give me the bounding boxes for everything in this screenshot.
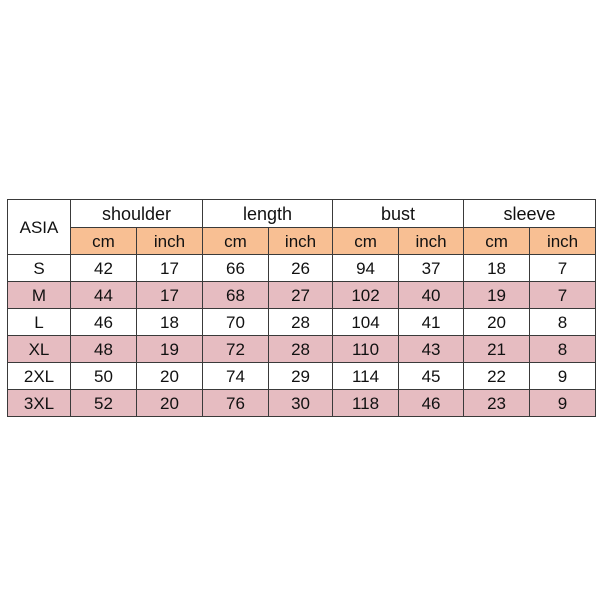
measurement-cell: 9 <box>530 390 596 417</box>
measurement-cell: 44 <box>71 282 137 309</box>
measurement-cell: 104 <box>333 309 399 336</box>
unit-inch: inch <box>269 228 333 255</box>
unit-row <box>8 228 596 255</box>
size-row <box>8 282 596 309</box>
unit-cm: cm <box>203 228 269 255</box>
measurement-cell: 22 <box>464 363 530 390</box>
measurement-cell: 26 <box>269 255 333 282</box>
measurement-cell: 94 <box>333 255 399 282</box>
size-row <box>8 390 596 417</box>
size-row <box>8 363 596 390</box>
measurement-cell: 19 <box>464 282 530 309</box>
region-label: ASIA <box>8 200 71 255</box>
size-label: S <box>8 255 71 282</box>
size-chart-body <box>8 200 596 417</box>
measurement-cell: 20 <box>137 363 203 390</box>
measurement-cell: 20 <box>137 390 203 417</box>
measurement-cell: 8 <box>530 336 596 363</box>
group-label-shoulder: shoulder <box>71 200 203 228</box>
measurement-cell: 52 <box>71 390 137 417</box>
measurement-cell: 17 <box>137 255 203 282</box>
measurement-cell: 114 <box>333 363 399 390</box>
group-label-bust: bust <box>333 200 464 228</box>
size-label: 3XL <box>8 390 71 417</box>
measurement-cell: 17 <box>137 282 203 309</box>
measurement-cell: 23 <box>464 390 530 417</box>
measurement-cell: 68 <box>203 282 269 309</box>
measurement-cell: 118 <box>333 390 399 417</box>
size-row <box>8 309 596 336</box>
measurement-cell: 28 <box>269 309 333 336</box>
measurement-cell: 76 <box>203 390 269 417</box>
measurement-cell: 27 <box>269 282 333 309</box>
measurement-cell: 9 <box>530 363 596 390</box>
group-label-length: length <box>203 200 333 228</box>
size-chart-table <box>7 199 596 417</box>
measurement-cell: 46 <box>399 390 464 417</box>
size-row <box>8 255 596 282</box>
measurement-cell: 41 <box>399 309 464 336</box>
measurement-cell: 18 <box>464 255 530 282</box>
unit-cm: cm <box>464 228 530 255</box>
measurement-cell: 7 <box>530 282 596 309</box>
measurement-cell: 37 <box>399 255 464 282</box>
size-label: M <box>8 282 71 309</box>
measurement-cell: 19 <box>137 336 203 363</box>
measurement-cell: 72 <box>203 336 269 363</box>
measurement-cell: 29 <box>269 363 333 390</box>
unit-inch: inch <box>530 228 596 255</box>
measurement-cell: 28 <box>269 336 333 363</box>
measurement-cell: 50 <box>71 363 137 390</box>
measurement-cell: 102 <box>333 282 399 309</box>
measurement-cell: 8 <box>530 309 596 336</box>
measurement-cell: 40 <box>399 282 464 309</box>
size-label: XL <box>8 336 71 363</box>
measurement-cell: 42 <box>71 255 137 282</box>
unit-inch: inch <box>137 228 203 255</box>
measurement-cell: 30 <box>269 390 333 417</box>
measurement-cell: 20 <box>464 309 530 336</box>
unit-cm: cm <box>71 228 137 255</box>
measurement-cell: 45 <box>399 363 464 390</box>
measurement-cell: 66 <box>203 255 269 282</box>
measurement-cell: 43 <box>399 336 464 363</box>
size-row <box>8 336 596 363</box>
header-row <box>8 200 596 228</box>
unit-inch: inch <box>399 228 464 255</box>
measurement-cell: 110 <box>333 336 399 363</box>
measurement-cell: 48 <box>71 336 137 363</box>
measurement-cell: 74 <box>203 363 269 390</box>
measurement-cell: 21 <box>464 336 530 363</box>
group-label-sleeve: sleeve <box>464 200 596 228</box>
size-label: 2XL <box>8 363 71 390</box>
unit-cm: cm <box>333 228 399 255</box>
size-label: L <box>8 309 71 336</box>
measurement-cell: 46 <box>71 309 137 336</box>
measurement-cell: 7 <box>530 255 596 282</box>
measurement-cell: 70 <box>203 309 269 336</box>
measurement-cell: 18 <box>137 309 203 336</box>
